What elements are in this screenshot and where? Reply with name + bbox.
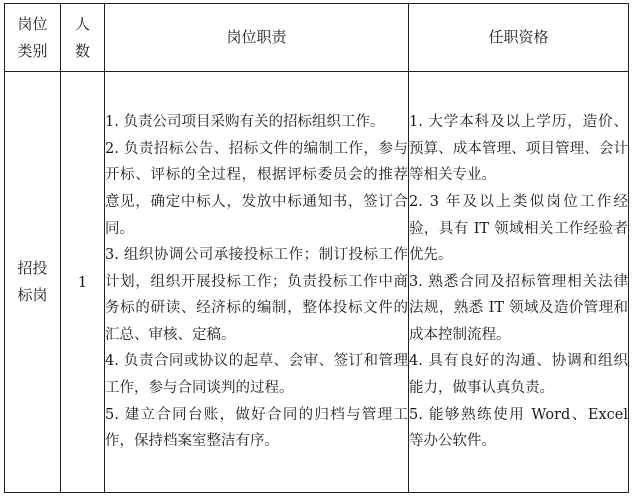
duty-item-5: 5. 建立合同台账，做好合同的归档与管理工作，保持档案室整洁有序。 — [105, 406, 408, 450]
table-row — [5, 72, 629, 493]
row-category-line-2: 标岗 — [17, 286, 48, 304]
table-header-row — [5, 4, 629, 72]
header-category-line-1: 岗位 — [17, 14, 48, 33]
header-count-line-2: 数 — [74, 41, 90, 60]
duty-item-4: 4. 负责合同或协议的起草、会审、签订和管理工作，参与合同谈判的过程。 — [105, 353, 408, 397]
qualification-item-4: 4. 具有良好的沟通、协调和组织能力，做事认真负责。 — [409, 353, 628, 397]
row-category-line-1: 招投 — [17, 259, 48, 277]
qualification-item-1: 1. 大学本科及以上学历，造价、预算、成本管理、项目管理、会计等相关专业。 — [409, 114, 628, 184]
header-category — [5, 4, 61, 72]
duty-item-2: 2. 负责招标公告、招标文件的编制工作，参与开标、评标的全过程，根据评标委员会的推荐意见，确定中标人，发放中标通知书，签订合同。 — [105, 140, 408, 237]
duty-item-1: 1. 负责公司项目采购有关的招标组织工作。 — [105, 114, 385, 131]
row-qualifications — [409, 72, 629, 493]
row-category — [5, 72, 61, 493]
qualification-item-5: 5. 能够熟练使用 Word、Excel 等办公软件。 — [409, 406, 628, 450]
header-category-line-2: 类别 — [17, 41, 48, 60]
header-count-line-1: 人 — [74, 14, 90, 33]
qualification-item-3: 3. 熟悉合同及招标管理相关法律法规，熟悉 IT 领域及造价管理和成本控制流程。 — [409, 273, 628, 343]
header-count — [61, 4, 105, 72]
row-duties — [105, 72, 409, 493]
header-duties: 岗位职责 — [105, 4, 409, 72]
header-qualifications: 任职资格 — [409, 4, 629, 72]
job-description-table — [4, 3, 629, 493]
qualification-item-2: 2. 3 年及以上类似岗位工作经验，具有 IT 领域相关工作经验者优先。 — [409, 193, 628, 264]
duty-item-3: 3. 组织协调公司承接投标工作；制订投标工作计划，组织开展投标工作；负责投标工作中商务标的研读、经济标的编制，整体投标文件的汇总、审核、定稿。 — [105, 247, 408, 343]
row-count: 1 — [61, 72, 105, 493]
